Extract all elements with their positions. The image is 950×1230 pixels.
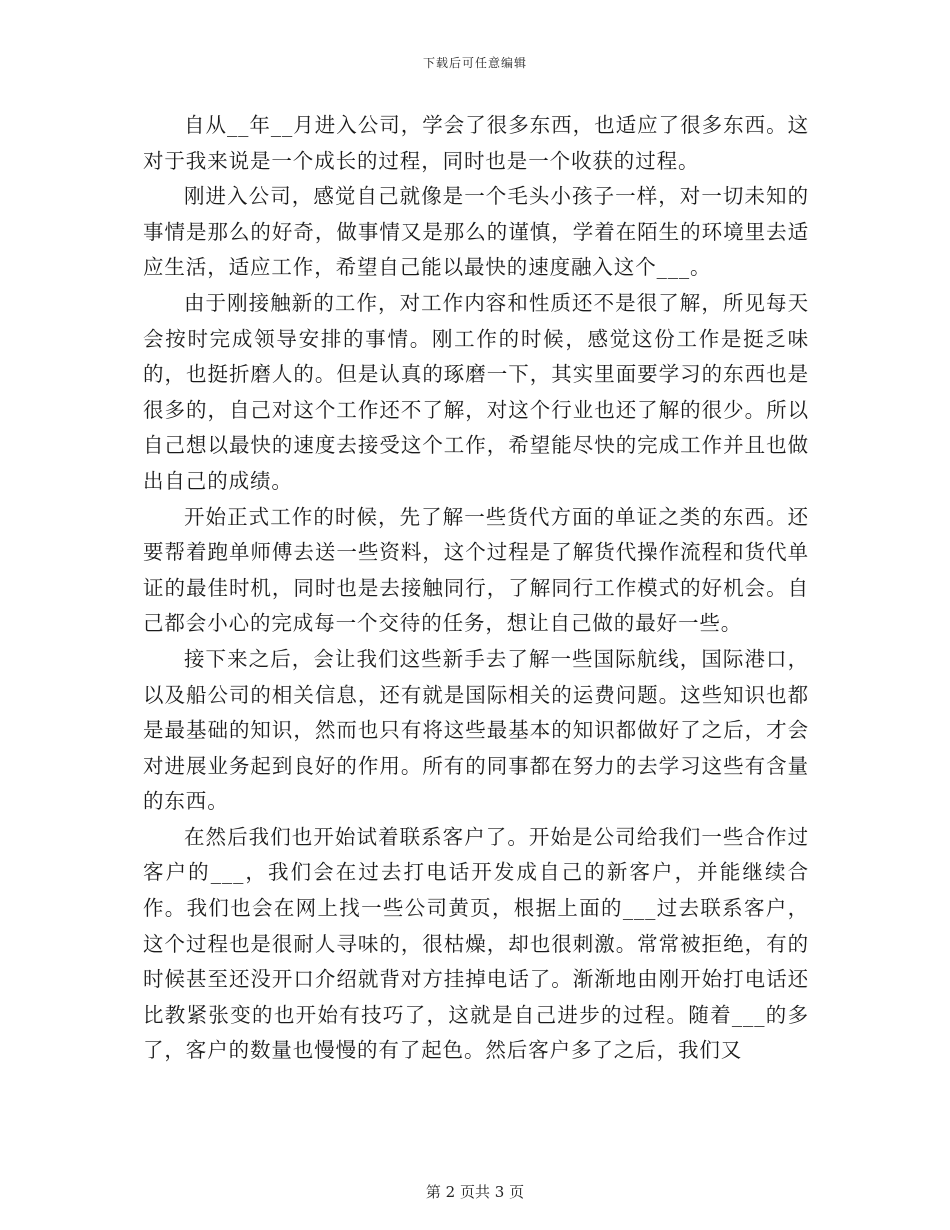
- paragraph-4: 开始正式工作的时候，先了解一些货代方面的单证之类的东西。还要帮着跑单师傅去送一些资料，这个过程是了解货代操作流程和货代单证的最佳时机，同时也是去接触同行，了解同行工作模式的好机会。自己都会小心的完成每一个交待的任务，想让自己做的最好一些。: [143, 504, 809, 636]
- paragraph-3: 由于刚接触新的工作，对工作内容和性质还不是很了解，所见每天会按时完成领导安排的事情。刚工作的时候，感觉这份工作是挺乏味的，也挺折磨人的。但是认真的琢磨一下，其实里面要学习的东西也是很多的，自己对这个工作还不了解，对这个行业也还了解的很少。所以自己想以最快的速度去接受这个工作，希望能尽快的完成工作并且也做出自己的成绩。: [143, 290, 809, 493]
- page-footer: 第 2 页共 3 页: [425, 1183, 525, 1201]
- paragraph-1: 自从__年__月进入公司，学会了很多东西，也适应了很多东西。这对于我来说是一个成长的过程，同时也是一个收获的过程。: [143, 113, 809, 173]
- paragraph-2: 刚进入公司，感觉自己就像是一个毛头小孩子一样，对一切未知的事情是那么的好奇，做事情又是那么的谨慎，学着在陌生的环境里去适应生活，适应工作，希望自己能以最快的速度融入这个___。: [143, 184, 809, 280]
- paragraph-6: 在然后我们也开始试着联系客户了。开始是公司给我们一些合作过客户的___，我们会在过去打电话开发成自己的新客户，并能继续合作。我们也会在网上找一些公司黄页，根据上面的___过去联系客户，这个过程也是很耐人寻味的，很枯燥，却也很刺激。常常被拒绝，有的时候甚至还没开口介绍就背对方挂掉电话了。渐渐地由刚开始打电话还比教紧张变的也开始有技巧了，这就是自己进步的过程。随着___的多了，客户的数量也慢慢的有了起色。然后客户多了之后，我们又: [143, 824, 809, 1063]
- document-body: [143, 108, 809, 1069]
- page-header: 下载后可任意编辑: [422, 56, 527, 70]
- paragraph-5: 接下来之后，会让我们这些新手去了解一些国际航线，国际港口，以及船公司的相关信息，还有就是国际相关的运费问题。这些知识也都是最基础的知识，然而也只有将这些最基本的知识都做好了之后，才会对进展业务起到良好的作用。所有的同事都在努力的去学习这些有含量的东西。: [143, 646, 809, 814]
